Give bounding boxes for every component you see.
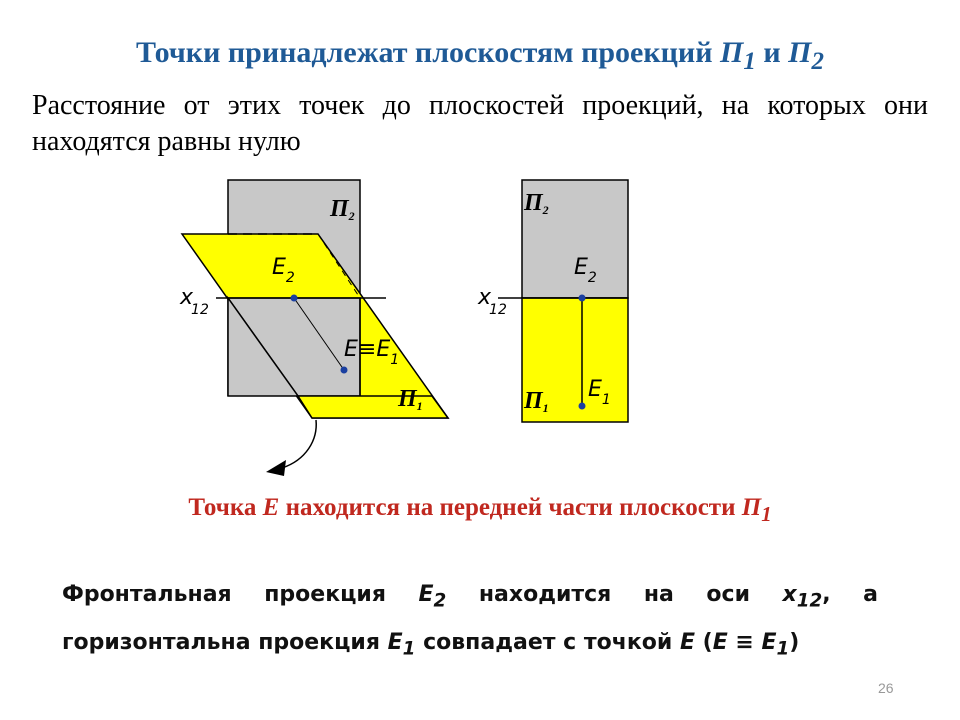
note-equiv: ≡ [727, 630, 762, 656]
note-t3: , а горизонтальна проекция [62, 582, 878, 656]
horizontal-plane-front [298, 396, 448, 418]
note-t2: находится на оси [446, 582, 783, 607]
title-pi1-sub: 1 [743, 48, 756, 75]
title-pi1: П [720, 36, 744, 69]
caption-e: E [262, 494, 280, 521]
label-e2-left: $E_2$ [272, 255, 295, 286]
page-number: 26 [878, 680, 894, 696]
arrow-head [266, 460, 286, 476]
label-pi1-left: П1 [398, 386, 423, 413]
epure-point-e2 [579, 295, 586, 302]
note-x-sub: 12 [796, 590, 823, 612]
note-t4: совпадает с точкой [415, 630, 680, 656]
spatial-view [179, 180, 448, 476]
caption-pi: П [741, 494, 762, 521]
explanation-note [62, 574, 878, 671]
note-t1: Фронтальная проекция [62, 582, 419, 607]
title-and: и [755, 36, 789, 69]
label-x12-left: x12 [180, 285, 209, 318]
note-t5: ( [694, 630, 713, 656]
title-pi2-sub: 2 [811, 48, 824, 75]
point-e [341, 367, 348, 374]
epure-point-e1 [579, 403, 586, 410]
note-e2: E [418, 582, 434, 607]
label-pi1-right: П1 [524, 388, 549, 415]
red-caption [0, 494, 960, 527]
note-e2-sub: 2 [433, 590, 447, 612]
note-e1-sub: 1 [402, 638, 416, 660]
note-t6: ) [789, 630, 800, 656]
caption-part1: Точка [188, 494, 263, 521]
label-e-equiv-e1: $E\equiv E_1$ [344, 337, 400, 368]
caption-part2: находится на передней части плоскости [279, 494, 742, 521]
epure-view [477, 180, 628, 422]
label-e1-right: $E_1$ [588, 377, 611, 408]
lead-text: Расстояние от этих точек до плоскостей проекций, на которых они находятся равны нулю [32, 90, 928, 157]
label-e2-right: $E_2$ [574, 255, 597, 286]
note-x: x [782, 582, 797, 607]
label-pi2-right: П2 [524, 190, 549, 217]
note-e-b: E [712, 630, 728, 656]
note-e1-b-sub: 1 [776, 638, 790, 660]
point-e2 [291, 295, 298, 302]
caption-pi-sub: 1 [761, 502, 772, 526]
label-pi2-left: П2 [330, 196, 355, 223]
rotation-arrow [282, 420, 316, 468]
title-pi2: П [788, 36, 812, 69]
note-e1-b: E [761, 630, 777, 656]
note-e: E [679, 630, 695, 656]
title-text: Точки принадлежат плоскостям проекций [135, 36, 721, 69]
note-e1: E [387, 630, 403, 656]
label-x12-right: x12 [478, 285, 507, 318]
